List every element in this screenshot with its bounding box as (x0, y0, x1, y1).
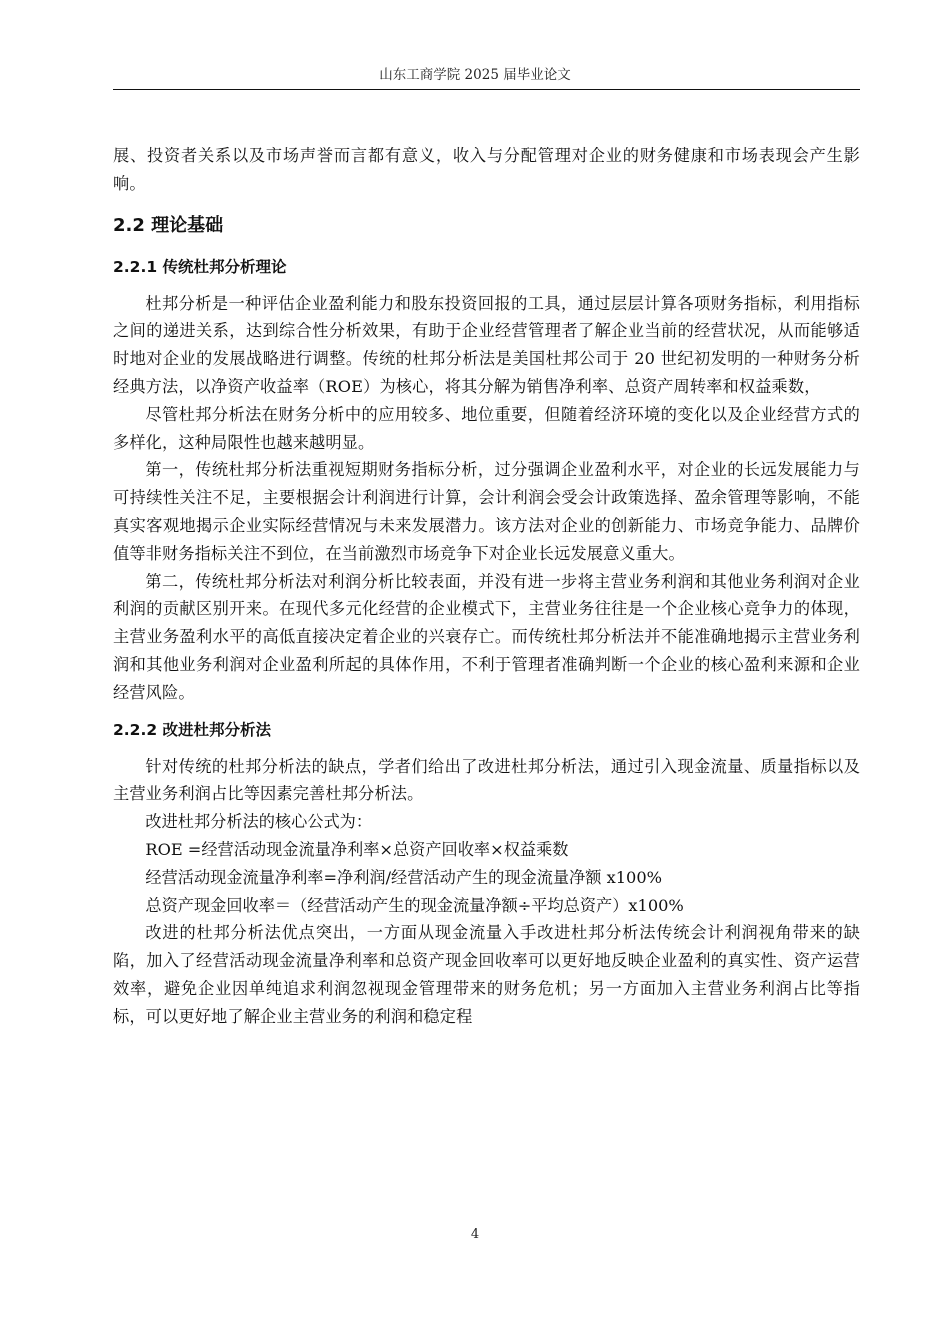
paragraph-dupont-definition: 杜邦分析是一种评估企业盈利能力和股东投资回报的工具，通过层层计算各项财务指标，利用指标之间的递进关系，达到综合性分析效果，有助于企业经营管理者了解企业当前的经营状况，从而能够适时地对企业的发展战略进行调整。传统的杜邦分析法是美国杜邦公司于 20 世纪初发明的一种财务分析经典方法，以净资产收益率（ROE）为核心，将其分解为销售净利率、总资产周转率和权益乘数， (113, 293, 860, 396)
formula-roe: ROE =经营活动现金流量净利率×总资产回收率×权益乘数 (145, 839, 569, 859)
section-heading-2-2: 2.2 理论基础 (113, 214, 224, 236)
paragraph-improved-intro: 针对传统的杜邦分析法的缺点，学者们给出了改进杜邦分析法，通过引入现金流量、质量指标以及主营业务利润占比等因素完善杜邦分析法。 (113, 756, 860, 804)
paragraph-limitation: 尽管杜邦分析法在财务分析中的应用较多、地位重要，但随着经济环境的变化以及企业经营方式的多样化，这种局限性也越来越明显。 (113, 404, 860, 452)
paragraph-intro-continued: 展、投资者关系以及市场声誉而言都有意义，收入与分配管理对企业的财务健康和市场表现会产生影响。 (113, 146, 860, 193)
formula-intro: 改进杜邦分析法的核心公式为： (145, 812, 373, 832)
header-divider (113, 89, 860, 90)
paragraph-first-limitation: 第一，传统杜邦分析法重视短期财务指标分析，过分强调企业盈利水平，对企业的长远发展能力与可持续性关注不足，主要根据会计利润进行计算，会计利润会受会计政策选择、盈余管理等影响，不能真实客观地揭示企业实际经营情况与未来发展潜力。该方法对企业的创新能力、市场竞争能力、品牌价值等非财务指标关注不到位，在当前激烈市场竞争下对企业长远发展意义重大。 (113, 460, 860, 563)
page-number: 4 (470, 1227, 480, 1242)
subsection-heading-2-2-2: 2.2.2 改进杜邦分析法 (113, 720, 272, 739)
paragraph-second-limitation: 第二，传统杜邦分析法对利润分析比较表面，并没有进一步将主营业务利润和其他业务利润对企业利润的贡献区别开来。在现代多元化经营的企业模式下，主营业务往往是一个企业核心竞争力的体现，主营业务盈利水平的高低直接决定着企业的兴衰存亡。而传统杜邦分析法并不能准确地揭示主营业务利润和其他业务利润对企业盈利所起的具体作用，不利于管理者准确判断一个企业的核心盈利来源和企业经营风险。 (113, 571, 860, 702)
subsection-heading-2-2-1: 2.2.1 传统杜邦分析理论 (113, 257, 287, 276)
paragraph-advantages: 改进的杜邦分析法优点突出，一方面从现金流量入手改进杜邦分析法传统会计利润视角带来的缺陷，加入了经营活动现金流量净利率和总资产现金回收率可以更好地反映企业盈利的真实性、资产运营效率，避免企业因单纯追求利润忽视现金管理带来的财务危机；另一方面加入主营业务利润占比等指标，可以更好地了解企业主营业务的利润和稳定程 (113, 923, 860, 1026)
formula-cash-flow-margin: 经营活动现金流量净利率=净利润/经营活动产生的现金流量净额 x100% (145, 867, 663, 887)
page-body (113, 142, 860, 1031)
formula-asset-cash-recovery: 总资产现金回收率＝（经营活动产生的现金流量净额÷平均总资产）x100% (145, 895, 684, 915)
running-header: 山东工商学院 2025 届毕业论文 (379, 67, 571, 83)
